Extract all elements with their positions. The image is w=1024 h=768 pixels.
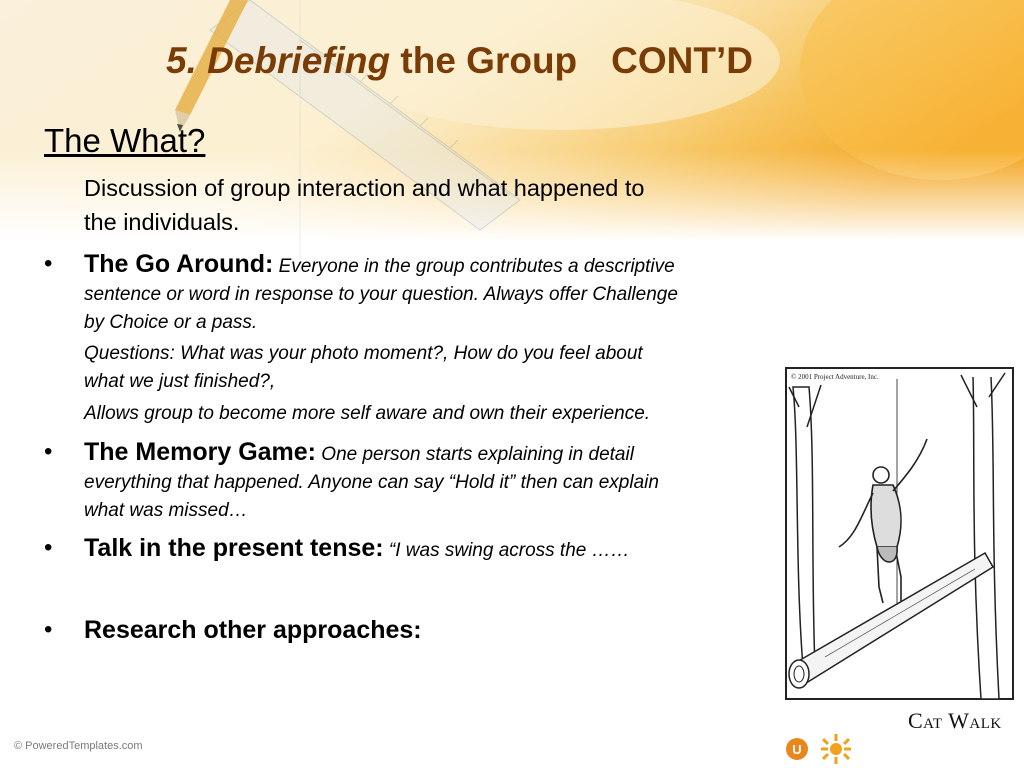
bullet-text-line: what was missed… bbox=[84, 500, 248, 521]
catwalk-illustration bbox=[785, 367, 1014, 700]
slide-title bbox=[166, 40, 926, 90]
bullet-text-line: Everyone in the group contributes a descriptive bbox=[278, 256, 675, 277]
illustration-caption: Cat Walk bbox=[908, 708, 1002, 733]
section-heading: The What? bbox=[44, 122, 206, 159]
sub-text-line: Questions: What was your photo moment?, How do you feel about bbox=[84, 343, 643, 364]
bullet-lead: Talk in the present tense: bbox=[84, 534, 384, 562]
bullet-text-line: by Choice or a pass. bbox=[84, 312, 258, 333]
sub-self-aware bbox=[84, 400, 784, 428]
bullet-text-line: sentence or word in response to your question. Always offer Challenge bbox=[84, 284, 678, 305]
bullet-go-around bbox=[84, 250, 804, 337]
bullet-marker: • bbox=[44, 616, 53, 643]
bullet-memory-game bbox=[84, 438, 784, 525]
bullet-marker: • bbox=[44, 534, 53, 561]
bullet-present-tense bbox=[84, 534, 804, 565]
title-numbered: 5. Debriefing bbox=[166, 40, 391, 81]
bullet-marker: • bbox=[44, 250, 53, 277]
bullet-marker: • bbox=[44, 438, 53, 465]
intro-line-2: the individuals. bbox=[84, 209, 240, 235]
bullet-research bbox=[84, 616, 804, 647]
intro-line-1: Discussion of group interaction and what happened to bbox=[84, 175, 645, 201]
sub-questions bbox=[84, 340, 784, 396]
sub-text-line: what we just finished?, bbox=[84, 371, 276, 392]
sub-text-line: Allows group to become more self aware and own their experience. bbox=[84, 403, 651, 424]
title-suffix: CONT’D bbox=[611, 40, 753, 81]
bullet-text-line: “I was swing across the …… bbox=[388, 540, 630, 561]
sun-logo-icon bbox=[784, 733, 856, 767]
bullet-lead: The Memory Game: bbox=[84, 438, 317, 466]
footer-credit: © PoweredTemplates.com bbox=[14, 740, 143, 752]
bullet-lead: Research other approaches: bbox=[84, 616, 422, 644]
svg-text:U: U bbox=[792, 742, 802, 757]
bullet-text-line: everything that happened. Anyone can say “Hold it” then can explain bbox=[84, 472, 659, 493]
illustration-copyright: © 2001 Project Adventure, Inc. bbox=[791, 373, 879, 381]
bullet-lead: The Go Around: bbox=[84, 250, 274, 278]
bullet-text-line: One person starts explaining in detail bbox=[321, 444, 634, 465]
title-rest: the Group bbox=[400, 40, 578, 81]
